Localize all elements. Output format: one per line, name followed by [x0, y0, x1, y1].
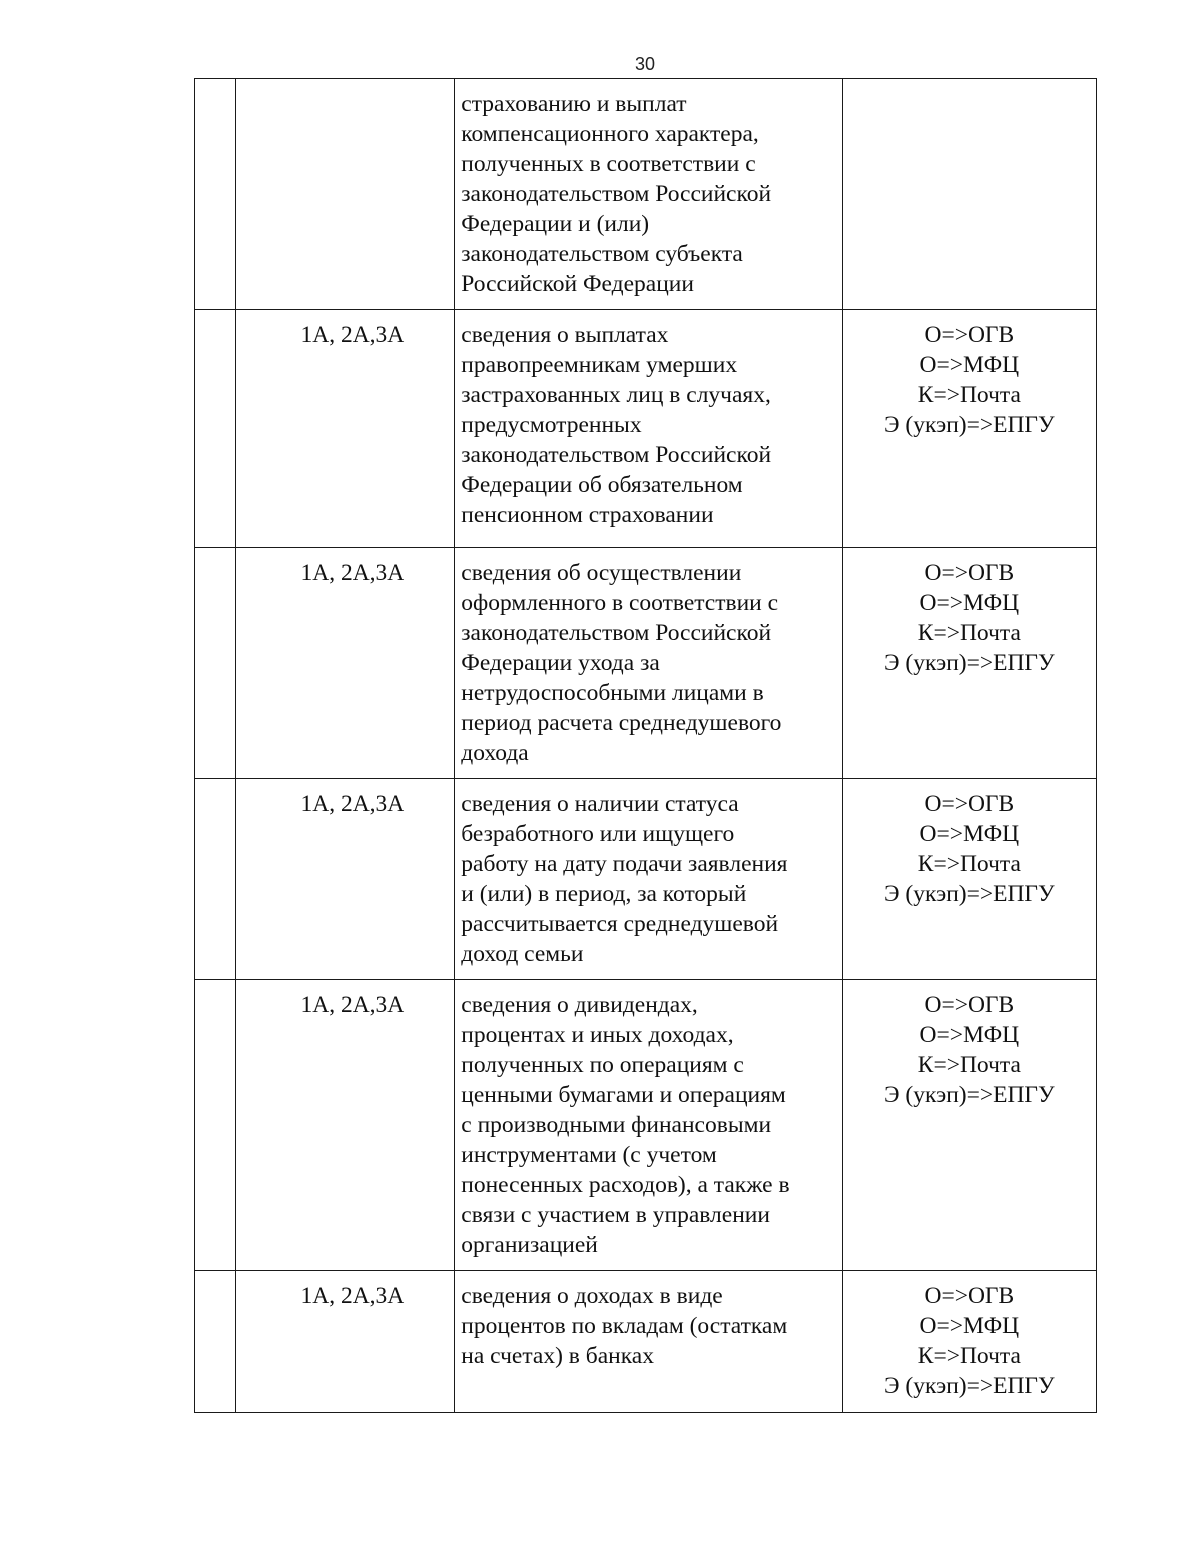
description-line: доход семьи	[461, 941, 584, 967]
description-line: полученных в соответствии с	[461, 151, 756, 177]
table-row	[195, 779, 1097, 980]
description-line: нетрудоспособными лицами в	[461, 680, 764, 706]
submission-method-line: О=>ОГВ	[924, 992, 1015, 1018]
row-number-cell	[195, 980, 236, 1271]
submission-method-line: О=>МФЦ	[919, 590, 1020, 616]
description-line: Федерации ухода за	[461, 650, 660, 676]
description-line: безработного или ищущего	[461, 821, 735, 847]
category-code-cell: 1А, 2А,3А	[236, 1271, 455, 1413]
description-line: застрахованных лиц в случаях,	[461, 382, 771, 408]
submission-method-line: О=>ОГВ	[924, 791, 1015, 817]
table-row	[195, 1271, 1097, 1413]
description-line: правопреемникам умерших	[461, 352, 738, 378]
table-row	[195, 79, 1097, 310]
category-code-cell: 1А, 2А,3А	[236, 779, 455, 980]
description-line: предусмотренных	[461, 412, 642, 438]
submission-method-line: О=>МФЦ	[919, 352, 1020, 378]
submission-method-line: О=>ОГВ	[924, 322, 1015, 348]
row-number-cell	[195, 1271, 236, 1413]
document-description-cell	[455, 79, 842, 310]
description-line: сведения о дивидендах,	[461, 992, 698, 1018]
category-code-cell: 1А, 2А,3А	[236, 980, 455, 1271]
table-row	[195, 548, 1097, 779]
description-line: сведения о выплатах	[461, 322, 669, 348]
table-row	[195, 310, 1097, 548]
description-line: компенсационного характера,	[461, 121, 759, 147]
submission-method-cell	[842, 980, 1096, 1271]
row-number-cell	[195, 548, 236, 779]
submission-method-cell	[842, 1271, 1096, 1413]
description-line: период расчета среднедушевого	[461, 710, 782, 736]
description-line: Российской Федерации	[461, 271, 694, 297]
row-number-cell	[195, 779, 236, 980]
description-line: оформленного в соответствии с	[461, 590, 779, 616]
submission-method-line: Э (укэп)=>ЕПГУ	[884, 881, 1055, 907]
submission-method-line: Э (укэп)=>ЕПГУ	[884, 650, 1055, 676]
submission-method-line: Э (укэп)=>ЕПГУ	[884, 412, 1055, 438]
description-line: понесенных расходов), а также в	[461, 1172, 790, 1198]
description-line: законодательством субъекта	[461, 241, 743, 267]
submission-method-cell	[842, 548, 1096, 779]
submission-method-cell	[842, 310, 1096, 548]
description-line: дохода	[461, 740, 529, 766]
submission-method-line: О=>МФЦ	[919, 1022, 1020, 1048]
submission-method-line: К=>Почта	[917, 382, 1021, 408]
submission-method-cell	[842, 779, 1096, 980]
description-line: процентов по вкладам (остаткам	[461, 1313, 788, 1339]
description-line: с производными финансовыми	[461, 1112, 772, 1138]
row-number-cell	[195, 310, 236, 548]
description-line: и (или) в период, за который	[461, 881, 747, 907]
description-line: полученных по операциям с	[461, 1052, 744, 1078]
description-line: законодательством Российской	[461, 620, 772, 646]
submission-method-line: К=>Почта	[917, 1343, 1021, 1369]
description-line: законодательством Российской	[461, 181, 772, 207]
description-line: Федерации и (или)	[461, 211, 650, 237]
document-description-cell	[455, 548, 842, 779]
description-line: связи с участием в управлении	[461, 1202, 770, 1228]
category-code-cell: 1А, 2А,3А	[236, 310, 455, 548]
submission-method-cell	[842, 79, 1096, 310]
submission-method-line: К=>Почта	[917, 620, 1021, 646]
submission-method-line: О=>МФЦ	[919, 821, 1020, 847]
documents-table-body	[195, 79, 1097, 1413]
description-line: законодательством Российской	[461, 442, 772, 468]
category-code-cell: 1А, 2А,3А	[236, 548, 455, 779]
description-line: процентах и иных доходах,	[461, 1022, 734, 1048]
submission-method-line: О=>МФЦ	[919, 1313, 1020, 1339]
description-line: сведения об осуществлении	[461, 560, 742, 586]
document-description-cell	[455, 980, 842, 1271]
submission-method-line: К=>Почта	[917, 1052, 1021, 1078]
description-line: организацией	[461, 1232, 598, 1258]
row-number-cell	[195, 79, 236, 310]
document-description-cell	[455, 1271, 842, 1413]
description-line: рассчитывается среднедушевой	[461, 911, 779, 937]
description-line: ценными бумагами и операциям	[461, 1082, 786, 1108]
description-line: страхованию и выплат	[461, 91, 687, 117]
submission-method-line: К=>Почта	[917, 851, 1021, 877]
document-description-cell	[455, 310, 842, 548]
category-code-cell	[236, 79, 455, 310]
description-line: пенсионном страховании	[461, 502, 714, 528]
table-row	[195, 980, 1097, 1271]
submission-method-line: Э (укэп)=>ЕПГУ	[884, 1373, 1055, 1399]
documents-table	[194, 78, 1097, 1413]
page-number: 30	[634, 54, 656, 74]
description-line: работу на дату подачи заявления	[461, 851, 788, 877]
submission-method-line: Э (укэп)=>ЕПГУ	[884, 1082, 1055, 1108]
description-line: Федерации об обязательном	[461, 472, 743, 498]
description-line: сведения о доходах в виде	[461, 1283, 723, 1309]
document-description-cell	[455, 779, 842, 980]
description-line: сведения о наличии статуса	[461, 791, 739, 817]
description-line: на счетах) в банках	[461, 1343, 654, 1369]
description-line: инструментами (с учетом	[461, 1142, 717, 1168]
submission-method-line: О=>ОГВ	[924, 560, 1015, 586]
submission-method-line: О=>ОГВ	[924, 1283, 1015, 1309]
